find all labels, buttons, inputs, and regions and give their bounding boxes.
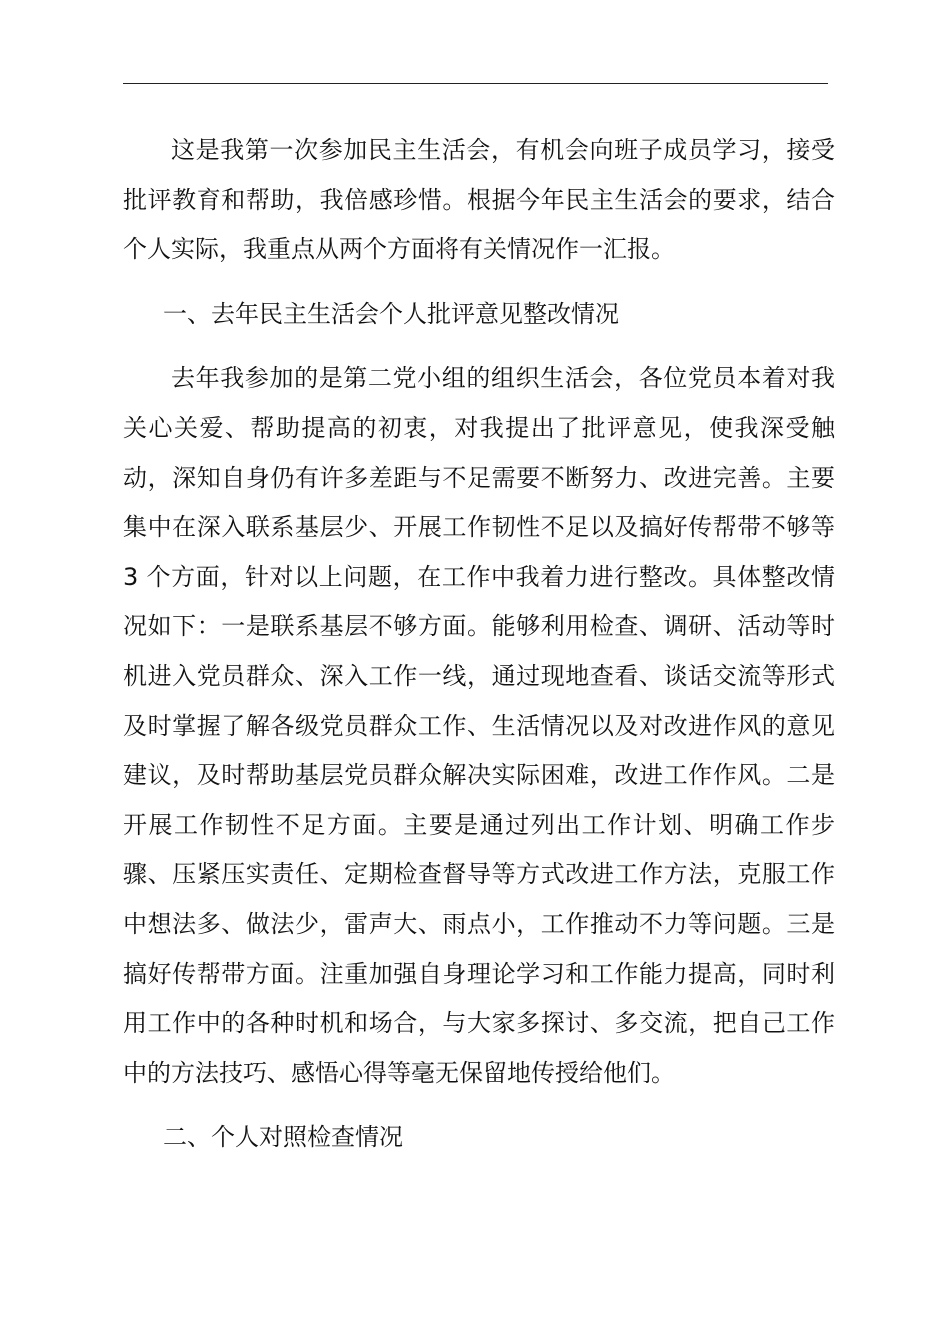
section-heading-2: 二、个人对照检查情况	[163, 1123, 403, 1152]
rectification-paragraph: 去年我参加的是第二党小组的组织生活会，各位党员本着对我关心关爱、帮助提高的初衷，对我提出了批评意见，使我深受触动，深知自身仍有许多差距与不足需要不断努力、改进完善。主要集中在深入联系基层少、开展工作韧性不足以及搞好传帮带不够等 3 个方面，针对以上问题，在工作中我着力进行整改。具体整改情况如下：一是联系基层不够方面。能够利用检查、调研、活动等时机进入党员群众、深入工作一线，通过现地查看、谈话交流等形式及时掌握了解各级党员群众工作、生活情况以及对改进作风的意见建议，及时帮助基层党员群众解决实际困难，改进工作作风。二是开展工作韧性不足方面。主要是通过列出工作计划、明确工作步骤、压紧压实责任、定期检查督导等方式改进工作方法，克服工作中想法多、做法少，雷声大、雨点小，工作推动不力等问题。三是搞好传帮带方面。注重加强自身理论学习和工作能力提高，同时利用工作中的各种时机和场合，与大家多探讨、多交流，把自己工作中的方法技巧、感悟心得等毫无保留地传授给他们。	[123, 364, 835, 1087]
document-body	[123, 126, 835, 1163]
header-rule	[123, 83, 828, 84]
section-heading-1: 一、去年民主生活会个人批评意见整改情况	[163, 299, 619, 328]
intro-paragraph: 这是我第一次参加民主生活会，有机会向班子成员学习，接受批评教育和帮助，我倍感珍惜。根据今年民主生活会的要求，结合个人实际，我重点从两个方面将有关情况作一汇报。	[123, 136, 835, 264]
